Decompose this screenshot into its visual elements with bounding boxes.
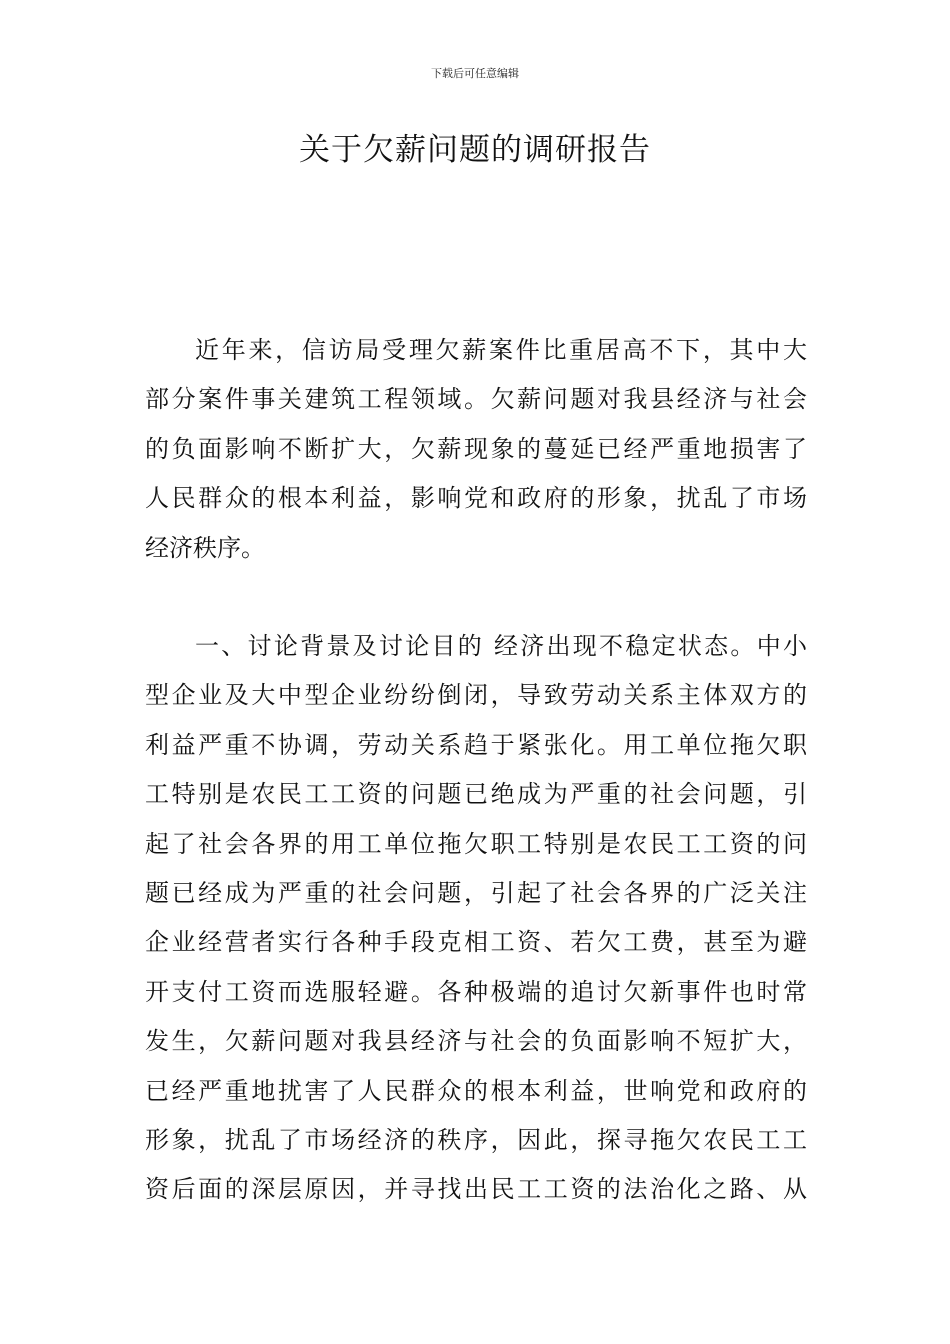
paragraph-line: 人民群众的根本利益，影响党和政府的形象，扰乱了市场 bbox=[145, 484, 807, 513]
paragraph-line: 已经严重地扰害了人民群众的根本利益，世响党和政府的 bbox=[145, 1076, 807, 1105]
paragraph-line: 经济秩序。 bbox=[145, 533, 265, 562]
paragraph-intro bbox=[145, 326, 807, 573]
paragraph-line: 形象，扰乱了市场经济的秩序，因此，探寻拖欠农民工工 bbox=[145, 1126, 807, 1155]
paragraph-line: 开支付工资而选服轻避。各种极端的追讨欠新事件也时常 bbox=[145, 977, 807, 1006]
paragraph-line: 一、讨论背景及讨论目的 经济出现不稳定状态。中小 bbox=[195, 632, 807, 660]
paragraph-line: 型企业及大中型企业纷纷倒闭，导致劳动关系主体双方的 bbox=[145, 681, 807, 710]
document-title: 关于欠薪问题的调研报告 bbox=[299, 132, 651, 168]
paragraph-line: 的负面影响不断扩大，欠薪现象的蔓延已经严重地损害了 bbox=[145, 434, 807, 463]
paragraph-line: 发生，欠薪问题对我县经济与社会的负面影响不短扩大， bbox=[145, 1027, 807, 1056]
paragraph-line: 资后面的深层原因，并寻找出民工工资的法治化之路、从 bbox=[145, 1175, 807, 1204]
paragraph-line: 起了社会各界的用工单位拖欠职工特别是农民工工资的问 bbox=[145, 829, 807, 858]
paragraph-line: 部分案件事关建筑工程领域。欠薪问题对我县经济与社会 bbox=[145, 385, 807, 414]
paragraph-line: 工特别是农民工工资的问题已绝成为严重的社会问题，引 bbox=[145, 780, 807, 809]
paragraph-line: 企业经营者实行各种手段克相工资、若欠工费，甚至为避 bbox=[145, 928, 807, 957]
paragraph-background bbox=[145, 622, 807, 1215]
paragraph-line: 近年来，信访局受理欠薪案件比重居高不下，其中大 bbox=[195, 336, 807, 364]
paragraph-line: 利益严重不协调，劳动关系趋于紧张化。用工单位拖欠职 bbox=[145, 730, 807, 759]
paragraph-line: 题已经成为严重的社会问题，引起了社会各界的广泛关注 bbox=[145, 879, 807, 908]
header-note: 下载后可任意编辑 bbox=[431, 67, 519, 80]
